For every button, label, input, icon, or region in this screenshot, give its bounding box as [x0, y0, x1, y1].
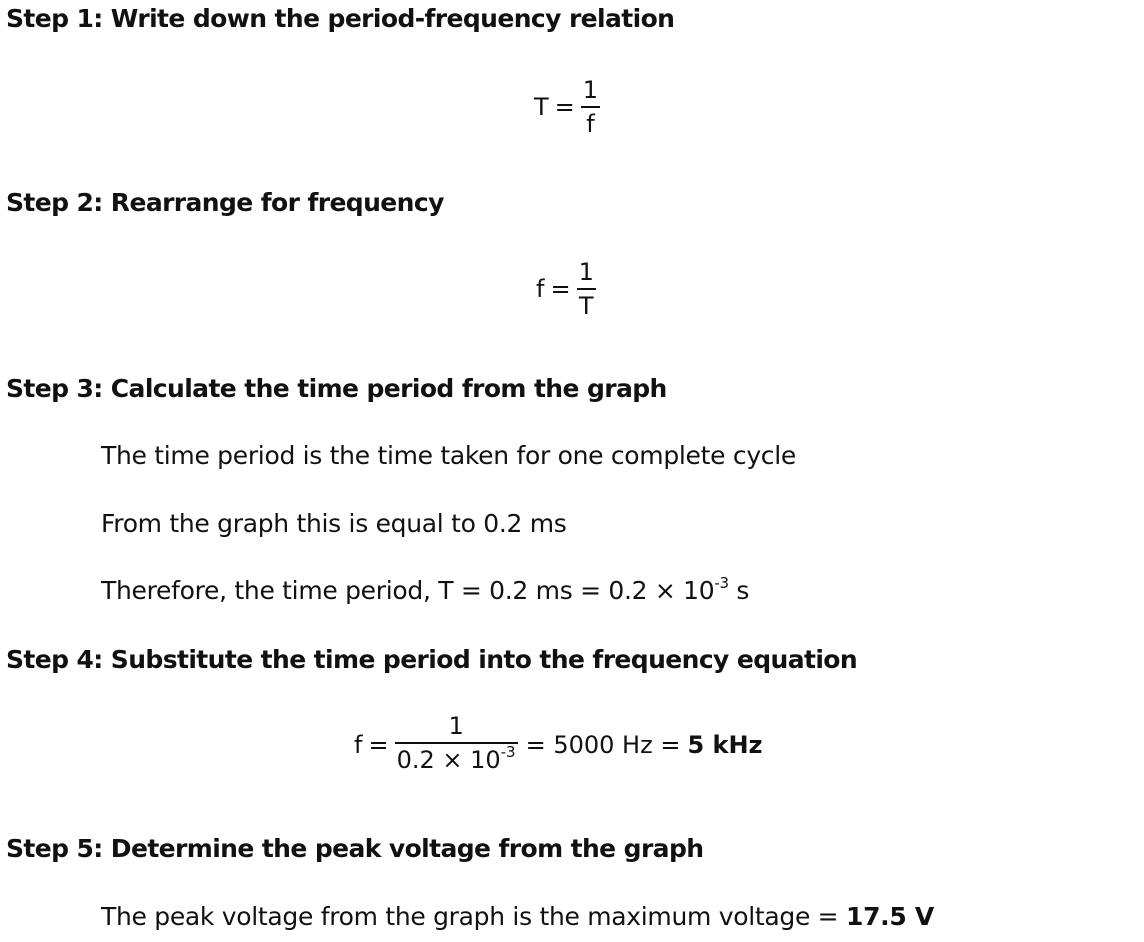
- step-3-line-3-suffix: s: [728, 576, 750, 605]
- step-3-line-3-exponent: -3: [714, 574, 729, 592]
- fraction-bar: [395, 742, 518, 744]
- step-2-denominator: T: [578, 292, 594, 320]
- fraction-bar: [577, 288, 596, 290]
- step-5-heading: Step 5: Determine the peak voltage from the graph: [6, 834, 704, 863]
- step-1-eq-sign: =: [554, 93, 575, 121]
- step-4-heading: Step 4: Substitute the time period into the frequency equation: [6, 645, 858, 674]
- step-1-equation: [534, 76, 600, 138]
- step-1-fraction: [581, 76, 600, 138]
- step-4-eq-rhs: = 5000 Hz =: [525, 730, 681, 759]
- step-5-line-1-prefix: The peak voltage from the graph is the maximum voltage =: [101, 902, 846, 931]
- step-1-numerator: 1: [582, 76, 599, 104]
- step-1-denominator: f: [586, 110, 595, 138]
- step-3-heading: Step 3: Calculate the time period from the graph: [6, 374, 667, 403]
- step-4-eq-sign: =: [368, 730, 389, 759]
- step-3-line-3-prefix: Therefore, the time period, T = 0.2 ms = 0.2 × 10: [101, 576, 715, 605]
- step-1-eq-lhs: T: [534, 93, 549, 121]
- step-4-equation: [354, 712, 763, 777]
- step-2-equation: [536, 258, 596, 320]
- step-4-denominator-base: 0.2 × 10: [396, 746, 501, 774]
- step-2-heading: Step 2: Rearrange for frequency: [6, 188, 444, 217]
- step-4-fraction: [395, 712, 518, 777]
- step-2-numerator: 1: [578, 258, 594, 286]
- step-2-fraction: [577, 258, 596, 320]
- step-5-line-1: [101, 902, 934, 932]
- step-2-eq-lhs: f: [536, 275, 545, 303]
- step-1-heading: Step 1: Write down the period-frequency relation: [6, 4, 675, 33]
- step-2-eq-sign: =: [550, 275, 571, 303]
- step-4-eq-lhs: f: [354, 730, 363, 759]
- step-3-line-3: [101, 576, 749, 609]
- step-4-eq-result: 5 kHz: [687, 730, 763, 759]
- step-4-denominator-exponent: -3: [500, 743, 516, 761]
- step-5-line-1-result: 17.5 V: [845, 902, 934, 931]
- step-4-denominator: [395, 743, 518, 777]
- fraction-bar: [581, 106, 600, 108]
- step-3-line-2: From the graph this is equal to 0.2 ms: [101, 509, 567, 538]
- step-4-numerator: 1: [448, 712, 464, 740]
- step-3-line-1: The time period is the time taken for one complete cycle: [101, 441, 796, 470]
